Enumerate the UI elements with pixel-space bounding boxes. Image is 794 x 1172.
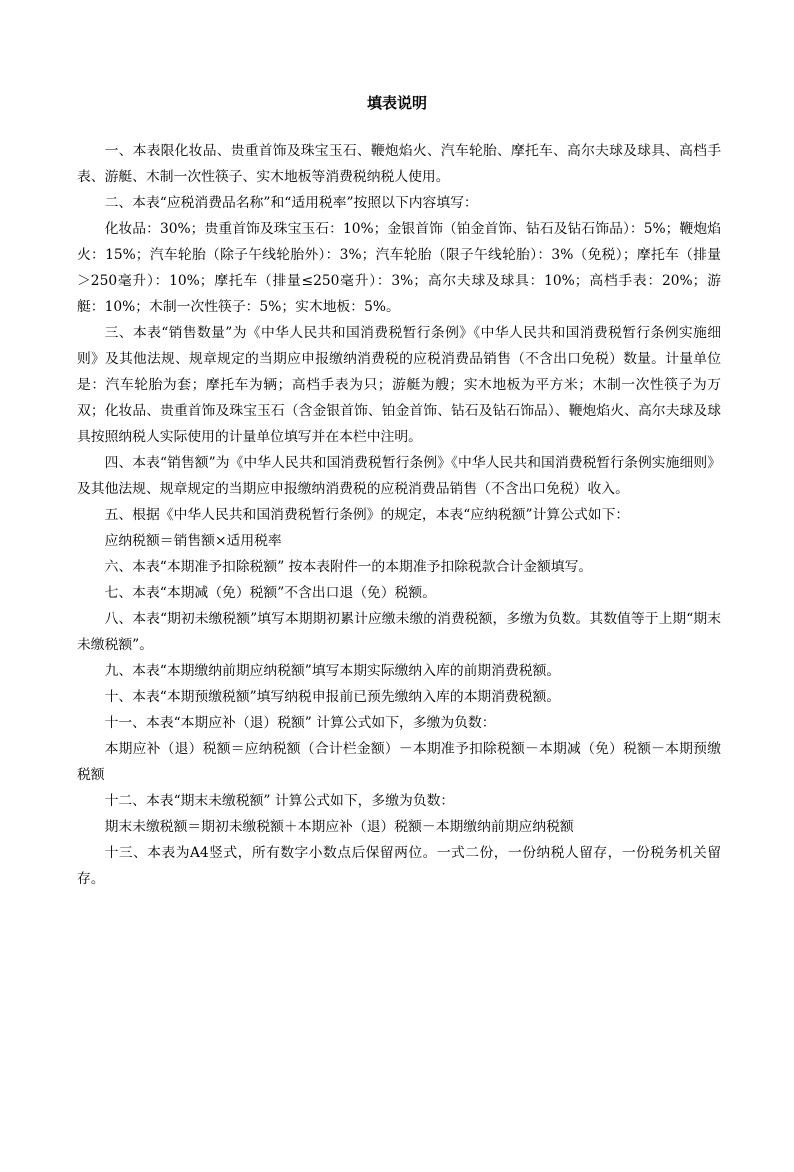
paragraph-6: 六、本表“本期准予扣除税额” 按本表附件一的本期准予扣除税款合计金额填写。 — [104, 559, 593, 575]
paragraph-7: 七、本表“本期减（免）税额”不含出口退（免）税额。 — [104, 585, 437, 601]
paragraph-3: 三、本表“销售数量”为《中华人民共和国消费税暂行条例》《中华人民共和国消费税暂行条例实施细则》及其他法规、规章规定的当期应申报缴纳消费税的应税消费品销售（不含出口免税）数量。计量单位是：汽车轮胎为套；摩托车为辆；高档手表为只；游艇为艘；实木地板为平方米；木制一次性筷子为万双；化妆品、贵重首饰及珠宝玉石（含金银首饰、铂金首饰、钻石及钻石饰品）、鞭炮焰火、高尔夫球及球具按照纳税人实际使用的计量单位填写并在本栏中注明。 — [77, 325, 721, 445]
paragraph-11: 十一、本表“本期应补（退）税额” 计算公式如下，多缴为负数： — [104, 715, 496, 731]
paragraph-4: 四、本表“销售额”为《中华人民共和国消费税暂行条例》《中华人民共和国消费税暂行条例实施细则》及其他法规、规章规定的当期应申报缴纳消费税的应税消费品销售（不含出口免税）收入。 — [77, 455, 721, 497]
document-title: 填表说明 — [366, 94, 427, 112]
paragraph-13: 十三、本表为A4竖式，所有数字小数点后保留两位。一式二份，一份纳税人留存，一份税务机关留存。 — [77, 845, 721, 887]
paragraph-8: 八、本表“期初未缴税额”填写本期期初累计应缴未缴的消费税额，多缴为负数。其数值等于上期“期末未缴税额”。 — [77, 611, 721, 653]
paragraph-2: 二、本表“应税消费品名称”和“适用税率”按照以下内容填写： — [104, 195, 478, 211]
paragraph-5: 五、根据《中华人民共和国消费税暂行条例》的规定，本表“应纳税额”计算公式如下： — [104, 507, 630, 523]
paragraph-1: 一、本表限化妆品、贵重首饰及珠宝玉石、鞭炮焰火、汽车轮胎、摩托车、高尔夫球及球具、高档手表、游艇、木制一次性筷子、实木地板等消费税纳税人使用。 — [77, 143, 721, 185]
paragraph-tax-rates: 化妆品：30%；贵重首饰及珠宝玉石：10%；金银首饰（铂金首饰、钻石及钻石饰品）：5%；鞭炮焰火：15%；汽车轮胎（除子午线轮胎外）：3%；汽车轮胎（限子午线轮胎）：3%（免税）；摩托车（排量＞250毫升）：10%；摩托车（排量≤250毫升）：3%；高尔夫球及球具：10%；高档手表：20%；游艇：10%；木制一次性筷子：5%；实木地板：5%。 — [77, 221, 721, 315]
paragraph-12: 十二、本表“期末未缴税额” 计算公式如下，多缴为负数： — [104, 793, 455, 809]
paragraph-10: 十、本表“本期预缴税额”填写纳税申报前已预先缴纳入库的本期消费税额。 — [104, 689, 561, 705]
formula-tax-payable: 应纳税额＝销售额×适用税率 — [104, 533, 282, 549]
paragraph-9: 九、本表“本期缴纳前期应纳税额”填写本期实际缴纳入库的前期消费税额。 — [104, 663, 561, 679]
formula-unpaid-tax: 期末未缴税额＝期初未缴税额＋本期应补（退）税额－本期缴纳前期应纳税额 — [104, 819, 574, 835]
formula-tax-refund: 本期应补（退）税额＝应纳税额（合计栏金额）－本期准予扣除税额－本期减（免）税额－本期预缴税额 — [77, 741, 721, 783]
document-body — [77, 138, 721, 892]
